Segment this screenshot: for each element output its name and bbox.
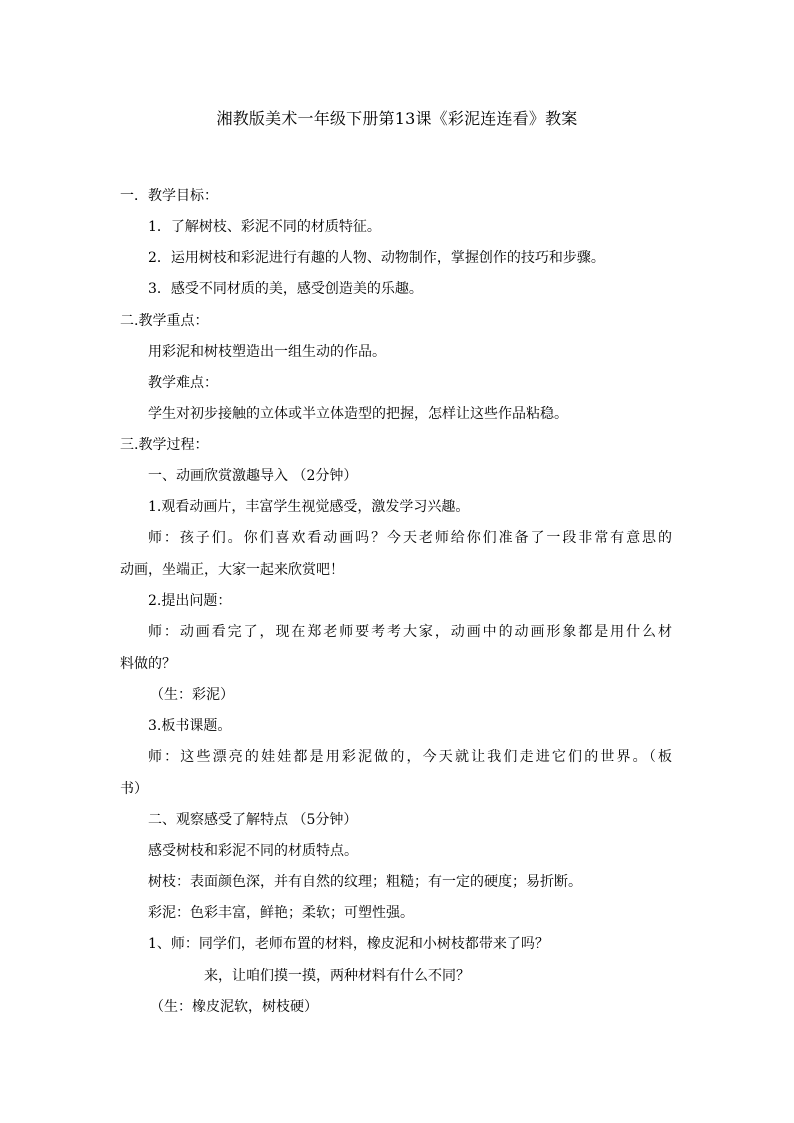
paragraph: 师：动画看完了，现在郑老师要考考大家，动画中的动画形象都是用什么材 [148, 624, 672, 640]
paragraph: 用彩泥和树枝塑造出一组生动的作品。 [148, 344, 386, 360]
subheading-difficulty: 教学难点： [148, 375, 218, 391]
document-title: 湘教版美术一年级下册第13课《彩泥连连看》教案 [216, 109, 578, 128]
paragraph: 学生对初步接触的立体或半立体造型的把握，怎样让这些作品粘稳。 [148, 406, 568, 422]
paragraph: 师：这些漂亮的娃娃都是用彩泥做的，今天就让我们走进它们的世界。（板 [148, 749, 672, 765]
paragraph: 彩泥：色彩丰富，鲜艳；柔软；可塑性强。 [148, 905, 414, 921]
paragraph: （生：橡皮泥软，树枝硬） [150, 999, 318, 1015]
subheading-step-2: 二、观察感受了解特点 （5分钟） [148, 812, 358, 828]
section-heading-process: 三.教学过程： [120, 437, 209, 453]
paragraph: （生：彩泥） [150, 687, 234, 703]
paragraph: 动画，坐端正，大家一起来欣赏吧！ [120, 562, 344, 578]
objective-item-3: 3．感受不同材质的美，感受创造美的乐趣。 [148, 281, 423, 297]
section-heading-key-points: 二.教学重点： [120, 313, 209, 329]
paragraph: 3.板书课题。 [148, 718, 232, 734]
paragraph: 1、师：同学们，老师布置的材料，橡皮泥和小树枝都带来了吗？ [148, 936, 549, 952]
paragraph: 料做的？ [120, 656, 176, 672]
objective-item-2: 2．运用树枝和彩泥进行有趣的人物、动物制作，掌握创作的技巧和步骤。 [148, 250, 605, 266]
section-heading-objectives: 一．教学目标： [120, 188, 218, 204]
paragraph: 1.观看动画片，丰富学生视觉感受，激发学习兴趣。 [148, 499, 470, 515]
paragraph: 树枝：表面颜色深，并有自然的纹理；粗糙；有一定的硬度；易折断。 [148, 874, 582, 890]
paragraph: 2.提出问题： [148, 593, 232, 609]
paragraph: 师：孩子们。你们喜欢看动画吗？今天老师给你们准备了一段非常有意思的 [148, 530, 672, 546]
paragraph: 感受树枝和彩泥不同的材质特点。 [148, 843, 358, 859]
objective-item-1: 1．了解树枝、彩泥不同的材质特征。 [148, 219, 381, 235]
paragraph: 书） [120, 781, 148, 797]
paragraph: 来，让咱们摸一摸，两种材料有什么不同？ [204, 968, 470, 984]
subheading-step-1: 一、动画欣赏激趣导入 （2分钟） [148, 468, 358, 484]
